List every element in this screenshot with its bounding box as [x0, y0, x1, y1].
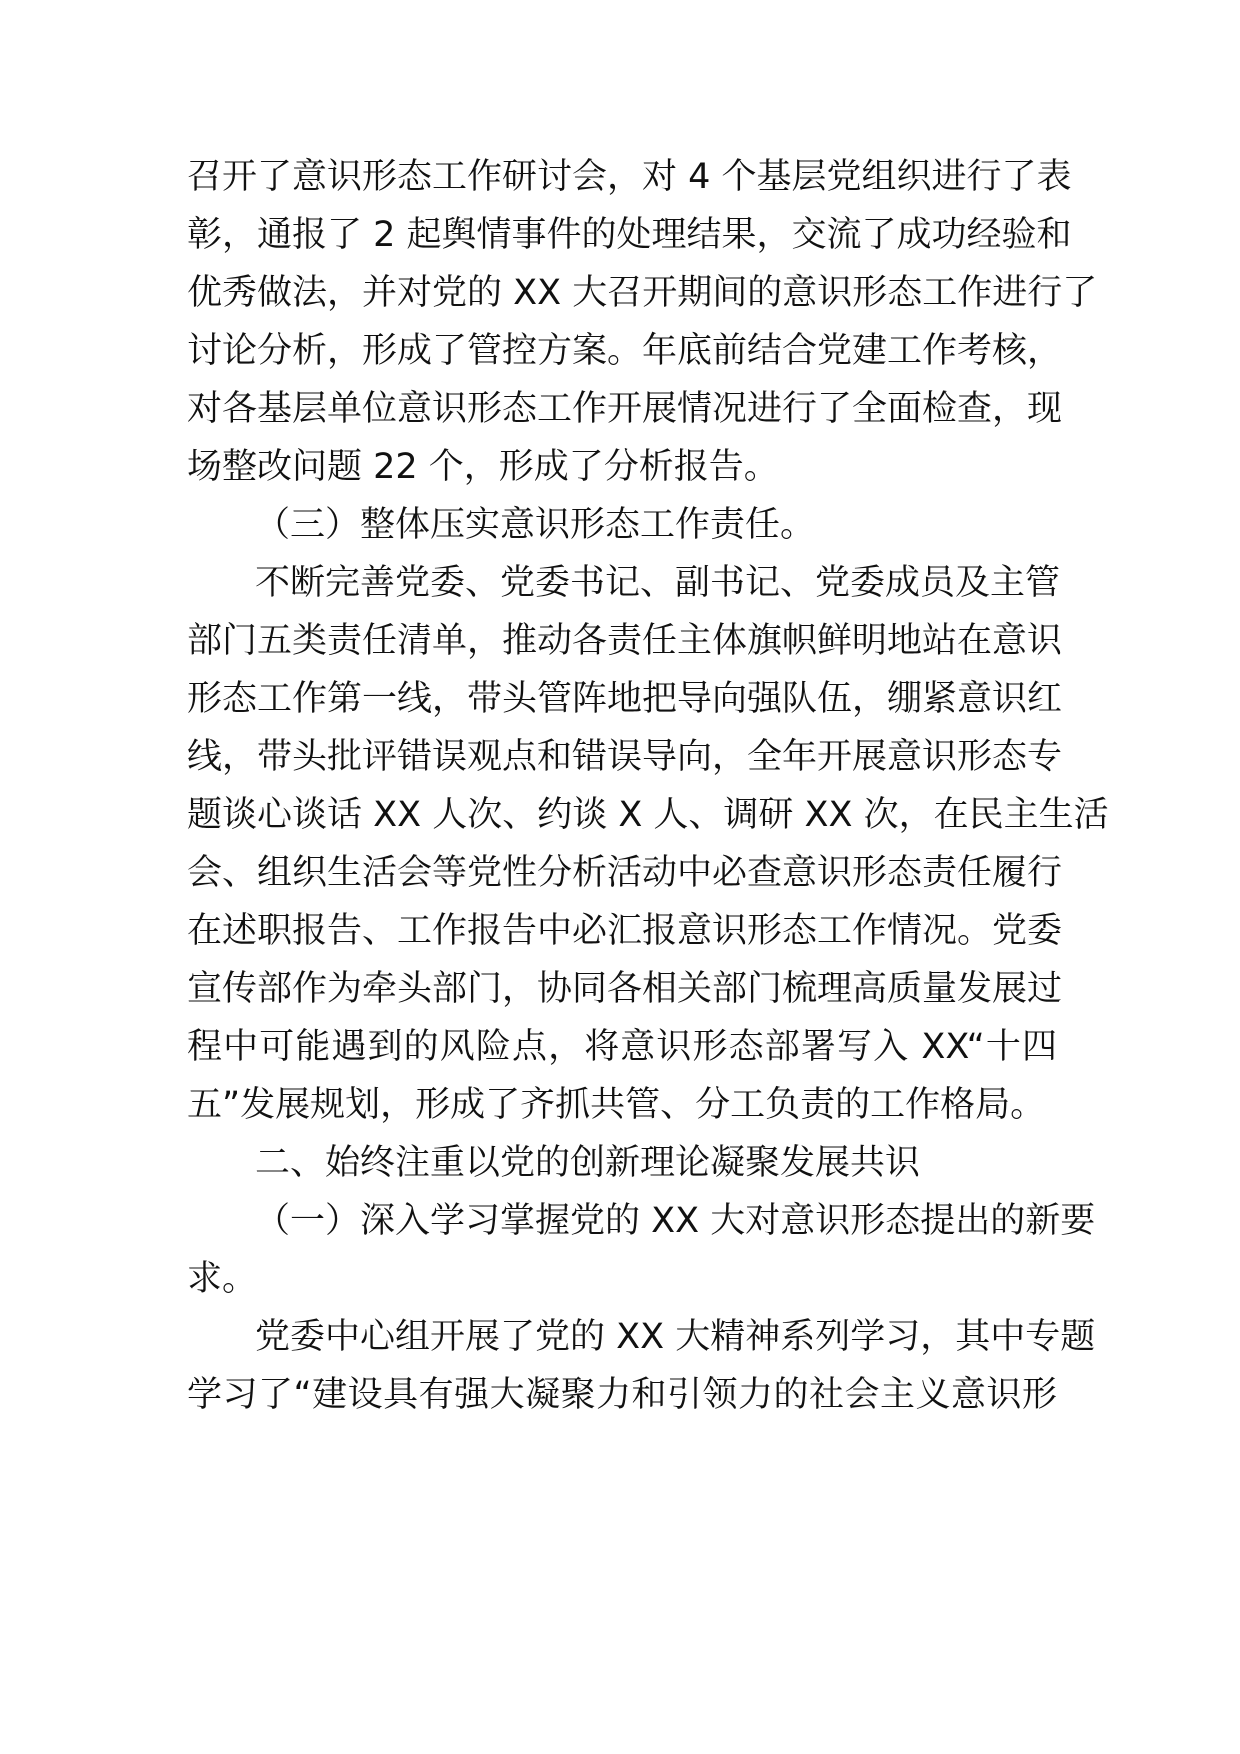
body-text-line: 彰，通报了 2 起舆情事件的处理结果，交流了成功经验和: [187, 215, 1072, 255]
section-heading: （三）整体压实意识形态工作责任。: [255, 505, 816, 545]
body-text-line: 不断完善党委、党委书记、副书记、党委成员及主管: [255, 563, 1061, 603]
body-text-line: 优秀做法，并对党的 XX 大召开期间的意识形态工作进行了: [187, 273, 1098, 313]
body-text-line: 题谈心谈话 XX 人次、约谈 X 人、调研 XX 次，在民主生活: [187, 795, 1109, 835]
body-text-line: 对各基层单位意识形态工作开展情况进行了全面检查，现: [187, 389, 1063, 429]
body-text-line: 在述职报告、工作报告中必汇报意识形态工作情况。党委: [187, 911, 1063, 951]
body-text-line: 会、组织生活会等党性分析活动中必查意识形态责任履行: [187, 853, 1063, 893]
body-text-line: 部门五类责任清单，推动各责任主体旗帜鲜明地站在意识: [187, 621, 1063, 661]
body-text-line: 宣传部作为牵头部门，协同各相关部门梳理高质量发展过: [187, 969, 1063, 1009]
body-text-line: 学习了“建设具有强大凝聚力和引领力的社会主义意识形: [187, 1375, 1057, 1415]
body-text-line: 场整改问题 22 个，形成了分析报告。: [187, 447, 779, 487]
chapter-heading: 二、始终注重以党的创新理论凝聚发展共识: [255, 1143, 921, 1183]
body-text-line: 五”发展规划，形成了齐抓共管、分工负责的工作格局。: [187, 1085, 1046, 1125]
section-heading: （一）深入学习掌握党的 XX 大对意识形态提出的新要: [255, 1201, 1096, 1241]
section-heading-continued: 求。: [187, 1259, 258, 1299]
body-text-line: 召开了意识形态工作研讨会，对 4 个基层党组织进行了表: [187, 157, 1072, 197]
body-text-line: 程中可能遇到的风险点，将意识形态部署写入 XX“十四: [187, 1027, 1057, 1067]
body-text-line: 线，带头批评错误观点和错误导向，全年开展意识形态专: [187, 737, 1063, 777]
body-text-line: 党委中心组开展了党的 XX 大精神系列学习，其中专题: [255, 1317, 1096, 1357]
body-text-line: 形态工作第一线，带头管阵地把导向强队伍，绷紧意识红: [187, 679, 1063, 719]
body-text-line: 讨论分析，形成了管控方案。年底前结合党建工作考核，: [187, 331, 1063, 371]
